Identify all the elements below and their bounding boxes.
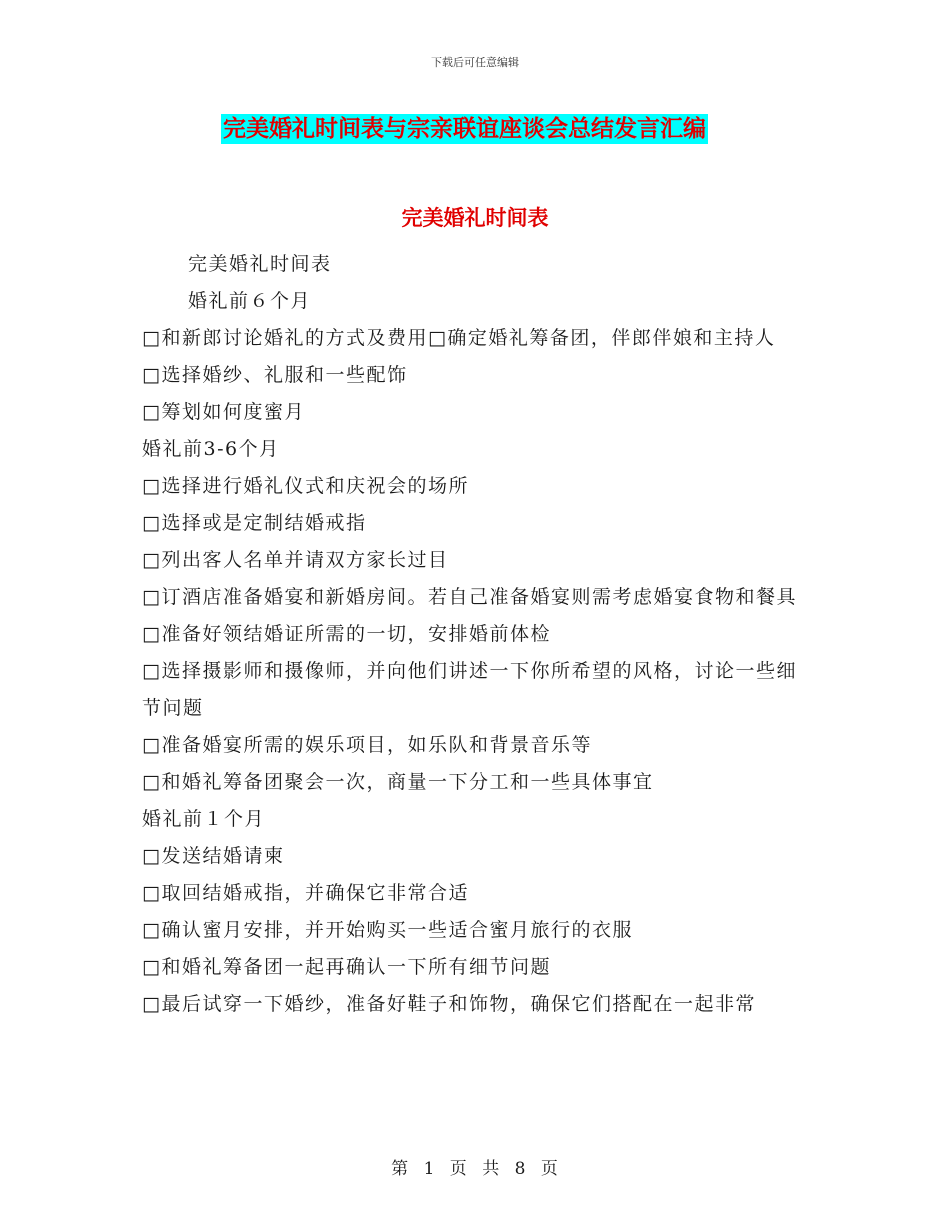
checklist-item: □和婚礼筹备团一起再确认一下所有细节问题 (142, 956, 551, 978)
footer-page-word: 页 (449, 1159, 468, 1179)
checklist-item: □选择进行婚礼仪式和庆祝会的场所 (142, 475, 469, 497)
checklist-item: □选择摄影师和摄像师，并向他们讲述一下你所希望的风格，讨论一些细节问题 (142, 660, 797, 719)
footer-suffix: 页 (540, 1159, 559, 1179)
checklist-item: □准备婚宴所需的娱乐项目，如乐队和背景音乐等 (142, 734, 592, 756)
paragraph: 完美婚礼时间表 (188, 253, 332, 275)
footer-prefix: 第 (391, 1159, 410, 1179)
footer-total-pages: 8 (514, 1159, 527, 1179)
checklist-item: □和婚礼筹备团聚会一次，商量一下分工和一些具体事宜 (142, 771, 654, 793)
checklist-item: □订酒店准备婚宴和新婚房间。若自己准备婚宴则需考虑婚宴食物和餐具 (142, 586, 797, 608)
checklist-item: □取回结婚戒指，并确保它非常合适 (142, 882, 469, 904)
checklist-item: □确认蜜月安排，并开始购买一些适合蜜月旅行的衣服 (142, 919, 633, 941)
footer-total-label: 共 (482, 1159, 501, 1179)
checklist-item: □发送结婚请柬 (142, 845, 285, 867)
page-footer (0, 1154, 950, 1179)
paragraph: 婚礼前６个月 (188, 290, 312, 312)
footer-page-number: 1 (423, 1159, 436, 1179)
checklist-item: □列出客人名单并请双方家长过目 (142, 549, 449, 571)
body-text (142, 246, 802, 1023)
period-heading: 婚礼前3-6个月 (142, 438, 280, 460)
checklist-item: □和新郎讨论婚礼的方式及费用□确定婚礼筹备团，伴郎伴娘和主持人 (142, 327, 776, 349)
checklist-item: □选择婚纱、礼服和一些配饰 (142, 364, 408, 386)
document-title: 完美婚礼时间表与宗亲联谊座谈会总结发言汇编 (223, 115, 706, 142)
header-note: 下载后可任意编辑 (431, 56, 519, 69)
checklist-item: □准备好领结婚证所需的一切，安排婚前体检 (142, 623, 551, 645)
checklist-item: □选择或是定制结婚戒指 (142, 512, 367, 534)
section-title: 完美婚礼时间表 (401, 205, 549, 230)
checklist-item: □筹划如何度蜜月 (142, 401, 305, 423)
checklist-item: □最后试穿一下婚纱，准备好鞋子和饰物，确保它们搭配在一起非常 (142, 993, 756, 1015)
period-heading: 婚礼前１个月 (142, 808, 266, 830)
